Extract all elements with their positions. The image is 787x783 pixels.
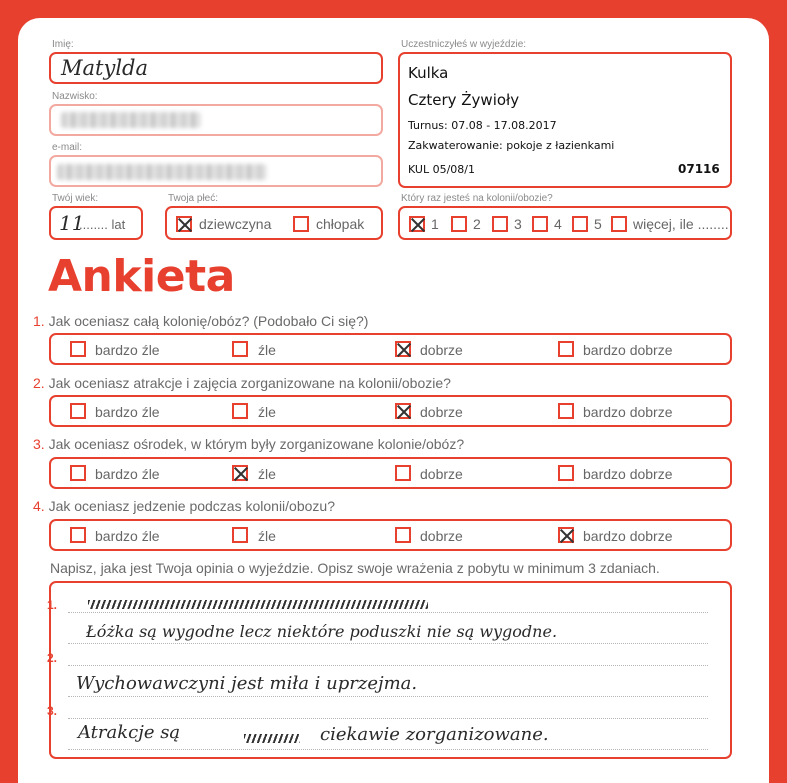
times-4-checkbox[interactable] xyxy=(532,216,548,232)
age-label: Twój wiek: xyxy=(52,193,99,204)
camp-name-2: Cztery Żywioły xyxy=(408,91,520,109)
q3-bardzo-dobrze-label: bardzo dobrze xyxy=(583,466,673,482)
gender-male-checkbox[interactable] xyxy=(293,216,309,232)
camp-code: KUL 05/08/1 xyxy=(408,163,475,176)
q3-bardzo-zle-checkbox[interactable] xyxy=(70,465,86,481)
q3-dobrze-label: dobrze xyxy=(420,466,463,482)
q4-dobrze-checkbox[interactable] xyxy=(395,527,411,543)
question-1-number: 1. xyxy=(33,313,45,329)
email-field[interactable] xyxy=(49,155,383,187)
name-label: Imię: xyxy=(52,39,74,50)
times-more-checkbox[interactable] xyxy=(611,216,627,232)
question-4-text: Jak oceniasz jedzenie podczas kolonii/obozu? xyxy=(44,498,335,514)
times-5-label: 5 xyxy=(594,216,602,232)
camp-accommodation: Zakwaterowanie: pokoje z łazienkami xyxy=(408,139,615,152)
opinion-line-2: Wychowawczyni jest miła i uprzejma. xyxy=(76,673,418,694)
times-3-label: 3 xyxy=(514,216,522,232)
opinion-line-3b: ciekawie zorganizowane. xyxy=(320,724,549,745)
email-redacted xyxy=(57,164,267,180)
q1-bardzo-zle-checkbox[interactable] xyxy=(70,341,86,357)
q1-bardzo-zle-label: bardzo źle xyxy=(95,342,160,358)
question-1 xyxy=(33,313,368,329)
question-3 xyxy=(33,436,464,452)
q1-bardzo-dobrze-label: bardzo dobrze xyxy=(583,342,673,358)
q2-zle-checkbox[interactable] xyxy=(232,403,248,419)
question-2-number: 2. xyxy=(33,375,45,391)
q4-bardzo-zle-label: bardzo źle xyxy=(95,528,160,544)
q3-bardzo-dobrze-checkbox[interactable] xyxy=(558,465,574,481)
name-value: Matylda xyxy=(61,56,149,80)
surname-field[interactable] xyxy=(49,104,383,136)
times-label: Który raz jesteś na kolonii/obozie? xyxy=(401,193,553,204)
opinion-rule-1a xyxy=(68,612,708,613)
question-3-number: 3. xyxy=(33,436,45,452)
q3-bardzo-zle-label: bardzo źle xyxy=(95,466,160,482)
opinion-rule-2b xyxy=(68,696,708,697)
question-4 xyxy=(33,498,335,514)
surname-label: Nazwisko: xyxy=(52,91,98,102)
times-1-label: 1 xyxy=(431,216,439,232)
times-more-label: więcej, ile ........ xyxy=(633,216,729,232)
camp-number: 07116 xyxy=(678,162,720,176)
q4-bardzo-zle-checkbox[interactable] xyxy=(70,527,86,543)
q1-dobrze-label: dobrze xyxy=(420,342,463,358)
camp-name-1: Kulka xyxy=(408,64,449,82)
gender-female-label: dziewczyna xyxy=(199,216,272,232)
camp-label: Uczestniczyłeś w wyjeździe: xyxy=(401,39,527,50)
opinion-line-1: Łóżka są wygodne lecz niektóre poduszki nie są wygodne. xyxy=(86,622,558,641)
times-3-checkbox[interactable] xyxy=(492,216,508,232)
q3-zle-checkbox[interactable] xyxy=(232,465,248,481)
question-3-text: Jak oceniasz ośrodek, w którym były zorganizowane kolonie/obóz? xyxy=(44,436,465,452)
surname-redacted xyxy=(61,112,201,128)
question-1-text: Jak oceniasz całą kolonię/obóz? (Podobało Ci się?) xyxy=(44,313,369,329)
q2-bardzo-zle-checkbox[interactable] xyxy=(70,403,86,419)
question-4-number: 4. xyxy=(33,498,45,514)
gender-label: Twoja płeć: xyxy=(168,193,219,204)
opinion-number-2: 2. xyxy=(47,651,58,665)
times-2-label: 2 xyxy=(473,216,481,232)
opinion-prompt: Napisz, jaka jest Twoja opinia o wyjeździe. Opisz swoje wrażenia z pobytu w minimum 3 zdaniach. xyxy=(50,560,660,576)
q2-zle-label: źle xyxy=(258,404,276,420)
q2-bardzo-zle-label: bardzo źle xyxy=(95,404,160,420)
q1-bardzo-dobrze-checkbox[interactable] xyxy=(558,341,574,357)
q1-dobrze-checkbox[interactable] xyxy=(395,341,411,357)
q3-dobrze-checkbox[interactable] xyxy=(395,465,411,481)
opinion-number-1: 1. xyxy=(47,598,58,612)
times-4-label: 4 xyxy=(554,216,562,232)
age-field[interactable] xyxy=(49,206,143,240)
gender-male-label: chłopak xyxy=(316,216,365,232)
email-label: e-mail: xyxy=(52,142,83,153)
q2-dobrze-label: dobrze xyxy=(420,404,463,420)
times-2-checkbox[interactable] xyxy=(451,216,467,232)
q1-zle-checkbox[interactable] xyxy=(232,341,248,357)
q4-zle-checkbox[interactable] xyxy=(232,527,248,543)
opinion-rule-3a xyxy=(68,718,708,719)
crossed-out-text xyxy=(88,600,428,609)
question-2 xyxy=(33,375,451,391)
opinion-rule-3b xyxy=(68,749,708,750)
q2-dobrze-checkbox[interactable] xyxy=(395,403,411,419)
name-field[interactable] xyxy=(49,52,383,84)
gender-female-checkbox[interactable] xyxy=(176,216,192,232)
q4-zle-label: źle xyxy=(258,528,276,544)
q2-bardzo-dobrze-checkbox[interactable] xyxy=(558,403,574,419)
opinion-rule-1b xyxy=(68,643,708,644)
opinion-line-3a: Atrakcje są xyxy=(78,722,181,743)
age-value: 11 xyxy=(59,211,85,235)
age-unit: ........ lat xyxy=(79,217,126,232)
q4-bardzo-dobrze-checkbox[interactable] xyxy=(558,527,574,543)
q3-zle-label: źle xyxy=(258,466,276,482)
opinion-number-3: 3. xyxy=(47,704,58,718)
q1-zle-label: źle xyxy=(258,342,276,358)
crossed-out-word xyxy=(244,734,300,743)
times-1-checkbox[interactable] xyxy=(409,216,425,232)
q4-bardzo-dobrze-label: bardzo dobrze xyxy=(583,528,673,544)
times-5-checkbox[interactable] xyxy=(572,216,588,232)
survey-title: Ankieta xyxy=(48,251,235,302)
question-2-text: Jak oceniasz atrakcje i zajęcia zorganizowane na kolonii/obozie? xyxy=(44,375,451,391)
q2-bardzo-dobrze-label: bardzo dobrze xyxy=(583,404,673,420)
camp-turnus: Turnus: 07.08 - 17.08.2017 xyxy=(408,119,557,132)
q4-dobrze-label: dobrze xyxy=(420,528,463,544)
opinion-rule-2a xyxy=(68,665,708,666)
